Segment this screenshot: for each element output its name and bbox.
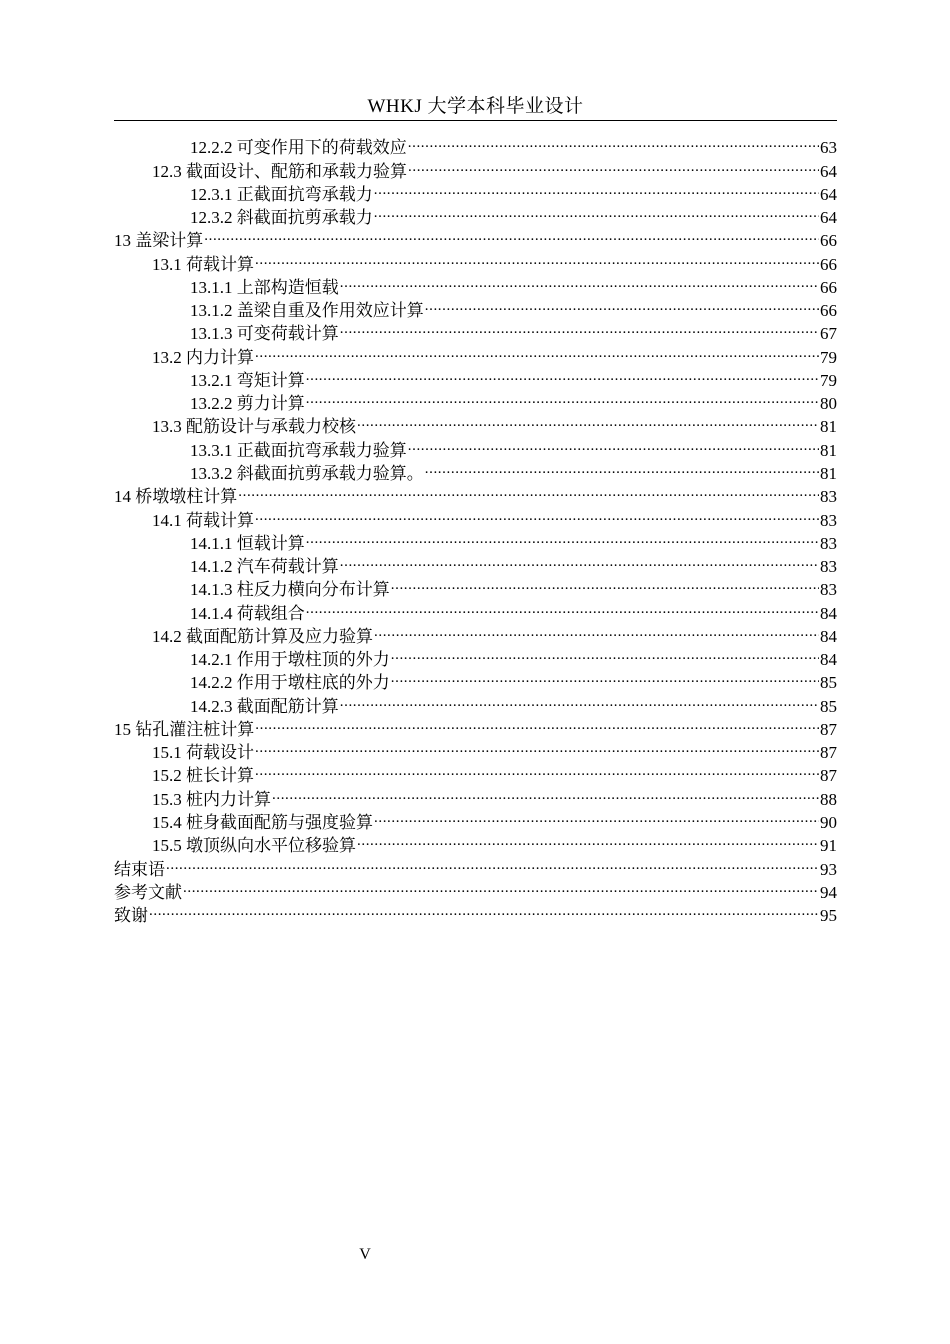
toc-dot-leader xyxy=(255,735,819,758)
toc-entry-title: 15.2 桩长计算 xyxy=(152,766,254,786)
toc-entry-page-number: 66 xyxy=(820,254,837,274)
toc-dot-leader xyxy=(183,875,819,898)
toc-dot-leader xyxy=(149,898,819,921)
toc-entry-page-number: 85 xyxy=(820,696,837,716)
toc-entry-title: 13.1.3 可变荷载计算 xyxy=(190,324,339,344)
toc-dot-leader xyxy=(340,270,819,293)
toc-entry-title: 13.2.2 剪力计算 xyxy=(190,394,305,414)
toc-dot-leader xyxy=(425,293,819,316)
toc-dot-leader xyxy=(255,758,819,781)
toc-entry-title: 13.2.1 弯矩计算 xyxy=(190,370,305,390)
toc-dot-leader xyxy=(255,502,819,525)
toc-dot-leader xyxy=(272,781,819,804)
toc-dot-leader xyxy=(408,432,819,455)
toc-entry-page-number: 83 xyxy=(820,557,837,577)
toc-dot-leader xyxy=(340,316,819,339)
toc-entry-title: 12.3.2 斜截面抗剪承载力 xyxy=(190,208,373,228)
toc-entry-page-number: 95 xyxy=(820,906,837,926)
toc-entry[interactable] xyxy=(114,875,837,902)
toc-entry-page-number: 80 xyxy=(820,394,837,414)
toc-entry-title: 14.1.1 恒载计算 xyxy=(190,533,305,553)
toc-entry-page-number: 66 xyxy=(820,231,837,251)
toc-entry-title: 15.5 墩顶纵向水平位移验算 xyxy=(152,836,356,856)
toc-entry-title: 结束语 xyxy=(114,859,165,879)
toc-dot-leader xyxy=(204,223,819,246)
toc-entry-title: 14.2.3 截面配筋计算 xyxy=(190,696,339,716)
toc-entry-page-number: 67 xyxy=(820,324,837,344)
toc-dot-leader xyxy=(255,246,819,269)
toc-entry-page-number: 93 xyxy=(820,859,837,879)
toc-entry-title: 14.1.2 汽车荷载计算 xyxy=(190,557,339,577)
toc-entry-title: 14.2.2 作用于墩柱底的外力 xyxy=(190,673,390,693)
toc-entry-title: 14 桥墩墩柱计算 xyxy=(114,487,238,507)
toc-entry-page-number: 87 xyxy=(820,766,837,786)
toc-entry-title: 15.3 桩内力计算 xyxy=(152,789,271,809)
toc-entry-page-number: 87 xyxy=(820,743,837,763)
toc-entry-title: 13.3.2 斜截面抗剪承载力验算。 xyxy=(190,463,424,483)
toc-entry-title: 14.2.1 作用于墩柱顶的外力 xyxy=(190,650,390,670)
toc-dot-leader xyxy=(166,851,819,874)
toc-entry-page-number: 79 xyxy=(820,347,837,367)
toc-dot-leader xyxy=(408,130,819,153)
toc-entry-page-number: 66 xyxy=(820,277,837,297)
toc-entry-page-number: 66 xyxy=(820,301,837,321)
toc-entry-title: 参考文献 xyxy=(114,882,182,902)
toc-entry-page-number: 83 xyxy=(820,580,837,600)
toc-dot-leader xyxy=(374,177,819,200)
toc-entry[interactable] xyxy=(114,130,837,158)
toc-dot-leader xyxy=(306,526,819,549)
running-header: WHKJ 大学本科毕业设计 xyxy=(367,96,584,117)
toc-entry-title: 15.4 桩身截面配筋与强度验算 xyxy=(152,812,373,832)
header-rule xyxy=(114,120,837,121)
toc-entry-title: 12.3 截面设计、配筋和承载力验算 xyxy=(152,161,407,181)
toc-entry[interactable] xyxy=(114,246,837,274)
toc-entry-title: 12.2.2 可变作用下的荷载效应 xyxy=(190,138,407,158)
toc-dot-leader xyxy=(391,572,819,595)
toc-entry-title: 13.1 荷载计算 xyxy=(152,254,254,274)
toc-entry-page-number: 83 xyxy=(820,487,837,507)
toc-dot-leader xyxy=(340,688,819,711)
toc-entry-title: 12.3.1 正截面抗弯承载力 xyxy=(190,184,373,204)
toc-dot-leader xyxy=(408,153,819,176)
toc-entry-title: 13 盖梁计算 xyxy=(114,231,204,251)
toc-entry-title: 13.1.1 上部构造恒载 xyxy=(190,277,339,297)
toc-entry-page-number: 91 xyxy=(820,836,837,856)
toc-entry-page-number: 90 xyxy=(820,812,837,832)
toc-dot-leader xyxy=(306,386,819,409)
toc-dot-leader xyxy=(238,479,819,502)
toc-entry-title: 13.3 配筋设计与承载力校核 xyxy=(152,417,356,437)
toc-entry-title: 致谢 xyxy=(114,906,148,926)
toc-entry-page-number: 64 xyxy=(820,208,837,228)
toc-entry-title: 15.1 荷载设计 xyxy=(152,743,254,763)
toc-entry-page-number: 81 xyxy=(820,463,837,483)
toc-dot-leader xyxy=(425,456,819,479)
toc-entry-page-number: 83 xyxy=(820,510,837,530)
toc-dot-leader xyxy=(357,828,819,851)
toc-dot-leader xyxy=(357,409,819,432)
toc-entry-title: 14.1.3 柱反力横向分布计算 xyxy=(190,580,390,600)
toc-dot-leader xyxy=(391,642,819,665)
toc-entry-title: 13.3.1 正截面抗弯承载力验算 xyxy=(190,440,407,460)
table-of-contents xyxy=(114,130,837,926)
toc-entry[interactable] xyxy=(114,851,837,879)
toc-dot-leader xyxy=(391,665,819,688)
toc-entry-page-number: 64 xyxy=(820,161,837,181)
toc-entry-page-number: 81 xyxy=(820,417,837,437)
toc-entry-page-number: 88 xyxy=(820,789,837,809)
toc-entry-page-number: 83 xyxy=(820,533,837,553)
toc-entry[interactable] xyxy=(114,223,837,251)
toc-entry-title: 14.2 截面配筋计算及应力验算 xyxy=(152,626,373,646)
toc-entry-title: 13.2 内力计算 xyxy=(152,347,254,367)
toc-entry-page-number: 64 xyxy=(820,184,837,204)
toc-entry-page-number: 84 xyxy=(820,650,837,670)
toc-entry-page-number: 85 xyxy=(820,673,837,693)
toc-entry-page-number: 94 xyxy=(820,882,837,902)
toc-entry-page-number: 63 xyxy=(820,138,837,158)
toc-entry-page-number: 81 xyxy=(820,440,837,460)
toc-dot-leader xyxy=(255,339,819,362)
page-number: V xyxy=(359,1246,371,1263)
toc-entry-page-number: 84 xyxy=(820,603,837,623)
toc-entry-title: 14.1 荷载计算 xyxy=(152,510,254,530)
toc-entry-page-number: 84 xyxy=(820,626,837,646)
toc-entry-title: 14.1.4 荷载组合 xyxy=(190,603,305,623)
toc-dot-leader xyxy=(306,595,819,618)
toc-dot-leader xyxy=(255,712,819,735)
toc-dot-leader xyxy=(306,363,819,386)
toc-entry[interactable] xyxy=(114,898,837,926)
toc-dot-leader xyxy=(374,805,819,828)
toc-entry-page-number: 87 xyxy=(820,719,837,739)
toc-dot-leader xyxy=(374,200,819,223)
toc-entry-title: 15 钻孔灌注桩计算 xyxy=(114,719,255,739)
toc-dot-leader xyxy=(340,549,819,572)
toc-entry-title: 13.1.2 盖梁自重及作用效应计算 xyxy=(190,301,424,321)
toc-entry-page-number: 79 xyxy=(820,370,837,390)
toc-dot-leader xyxy=(374,619,819,642)
